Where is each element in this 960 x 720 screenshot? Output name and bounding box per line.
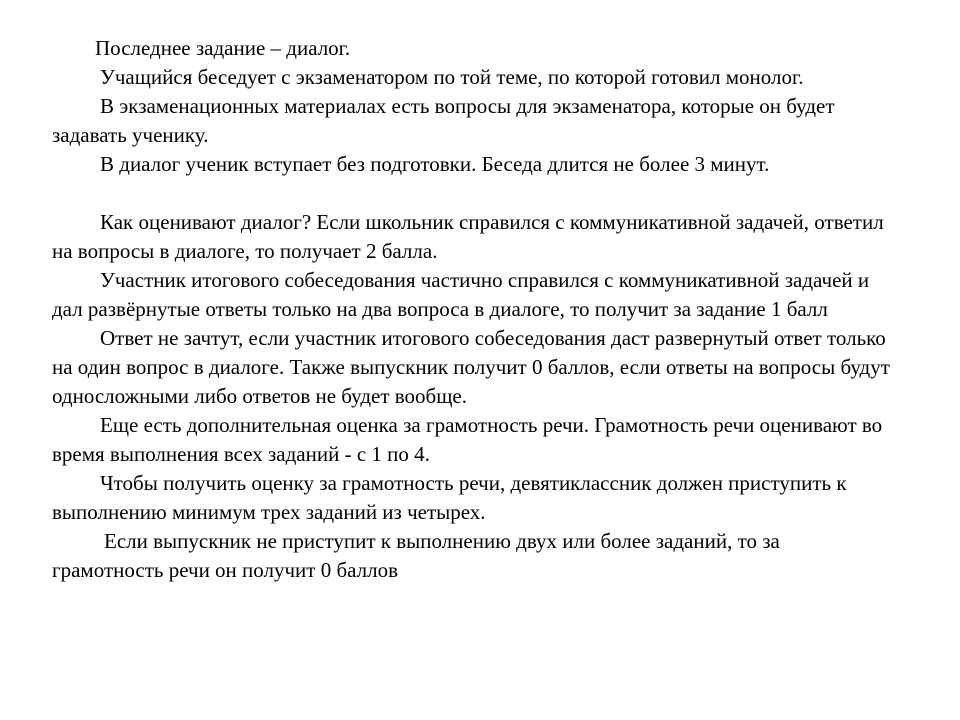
paragraph-no-preparation: В диалог ученик вступает без подготовки. Беседа длится не более 3 минут. bbox=[100, 152, 770, 176]
paragraph-exam-materials: В экзаменационных материалах есть вопросы для экзаменатора, которые он будет задавать ученику. bbox=[52, 94, 835, 147]
paragraph-speech-literacy: Еще есть дополнительная оценка за грамотность речи. Грамотность речи оценивают во время выполнения всех заданий - с 1 по 4. bbox=[52, 413, 883, 466]
paragraph-partial-score: Участник итогового собеседования частично справился с коммуникативной задачей и дал развёрнутые ответы только на два вопроса в диалоге, то получит за задание 1 балл bbox=[52, 268, 870, 321]
paragraph-spacer bbox=[52, 179, 892, 208]
paragraph-dialog-intro: Последнее задание – диалог. bbox=[95, 36, 351, 60]
slide-text-body bbox=[52, 34, 892, 585]
paragraph-how-evaluated: Как оценивают диалог? Если школьник справился с коммуникативной задачей, ответил на вопросы в диалоге, то получает 2 балла. bbox=[52, 210, 884, 263]
paragraph-student-conversation: Учащийся беседует с экзаменатором по той теме, по которой готовил монолог. bbox=[100, 65, 804, 89]
paragraph-zero-score: Ответ не зачтут, если участник итогового собеседования даст развернутый ответ только на один вопрос в диалоге. Также выпускник получит 0 баллов, если ответы на вопросы будут односложными либо ответов не будет вообще. bbox=[52, 326, 890, 408]
paragraph-literacy-requirement: Чтобы получить оценку за грамотность речи, девятиклассник должен приступить к выполнению минимум трех заданий из четырех. bbox=[52, 471, 847, 524]
paragraph-literacy-zero: Если выпускник не приступит к выполнению двух или более заданий, то за грамотность речи он получит 0 баллов bbox=[52, 529, 780, 582]
